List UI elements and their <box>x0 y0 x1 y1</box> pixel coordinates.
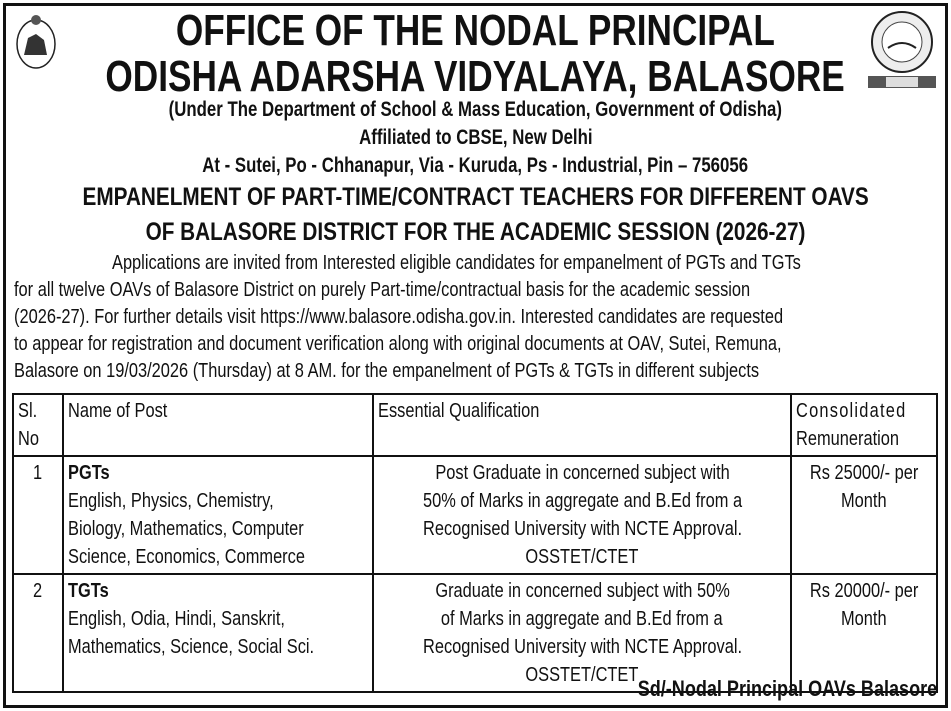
signature: Sd/-Nodal Principal OAVs Balasore <box>637 676 937 701</box>
header-remuneration: Consolidated Remuneration <box>791 394 937 456</box>
paragraph-line: to appear for registration and document verification along with original documents at OAV, Sutei, Remuna, <box>14 333 782 355</box>
remuneration-cell: Rs 20000/- per Month <box>791 574 937 692</box>
header-qualification: Essential Qualification <box>373 394 791 456</box>
table-row <box>13 574 937 692</box>
posts-table <box>12 393 938 693</box>
notice-heading-2: OF BALASORE DISTRICT FOR THE ACADEMIC SESSION (2026-27) <box>145 218 806 246</box>
sl-cell: 1 <box>13 456 63 574</box>
address: At - Sutei, Po - Chhanapur, Via - Kuruda, Ps - Industrial, Pin – 756056 <box>202 154 749 177</box>
paragraph-line: Balasore on 19/03/2026 (Thursday) at 8 AM. for the empanelment of PGTs & TGTs in different subjects <box>14 360 760 382</box>
qualification-cell: Post Graduate in concerned subject with 50% of Marks in aggregate and B.Ed from a Recognised University with NCTE Approval. OSSTET/CTET <box>373 456 791 574</box>
title-line-1: OFFICE OF THE NODAL PRINCIPAL <box>175 6 776 55</box>
paragraph-line: for all twelve OAVs of Balasore District on purely Part-time/contractual basis for the academic session <box>14 279 751 301</box>
title-line-2: ODISHA ADARSHA VIDYALAYA, BALASORE <box>105 52 846 101</box>
header-name-of-post: Name of Post <box>63 394 373 456</box>
post-cell: PGTs English, Physics, Chemistry, Biology, Mathematics, Computer Science, Economics, Commerce <box>63 456 373 574</box>
remuneration-cell: Rs 25000/- per Month <box>791 456 937 574</box>
department-subtitle: (Under The Department of School & Mass Education, Government of Odisha) <box>168 98 783 121</box>
post-cell: TGTs English, Odia, Hindi, Sanskrit, Mathematics, Science, Social Sci. <box>63 574 373 692</box>
notice-heading-1: EMPANELMENT OF PART-TIME/CONTRACT TEACHERS FOR DIFFERENT OAVS <box>82 183 869 211</box>
sl-cell: 2 <box>13 574 63 692</box>
table-header-row <box>13 394 937 456</box>
header-sl-no: Sl. No <box>13 394 63 456</box>
table-row <box>13 456 937 574</box>
qualification-cell: Graduate in concerned subject with 50% of Marks in aggregate and B.Ed from a Recognised University with NCTE Approval. OSSTET/CTET <box>373 574 791 692</box>
affiliation: Affiliated to CBSE, New Delhi <box>358 126 593 149</box>
paragraph-line: (2026-27). For further details visit https://www.balasore.odisha.gov.in. Interested candidates are requested <box>14 306 784 328</box>
paragraph-line: Applications are invited from Interested eligible candidates for empanelment of PGTs and TGTs <box>112 252 801 274</box>
